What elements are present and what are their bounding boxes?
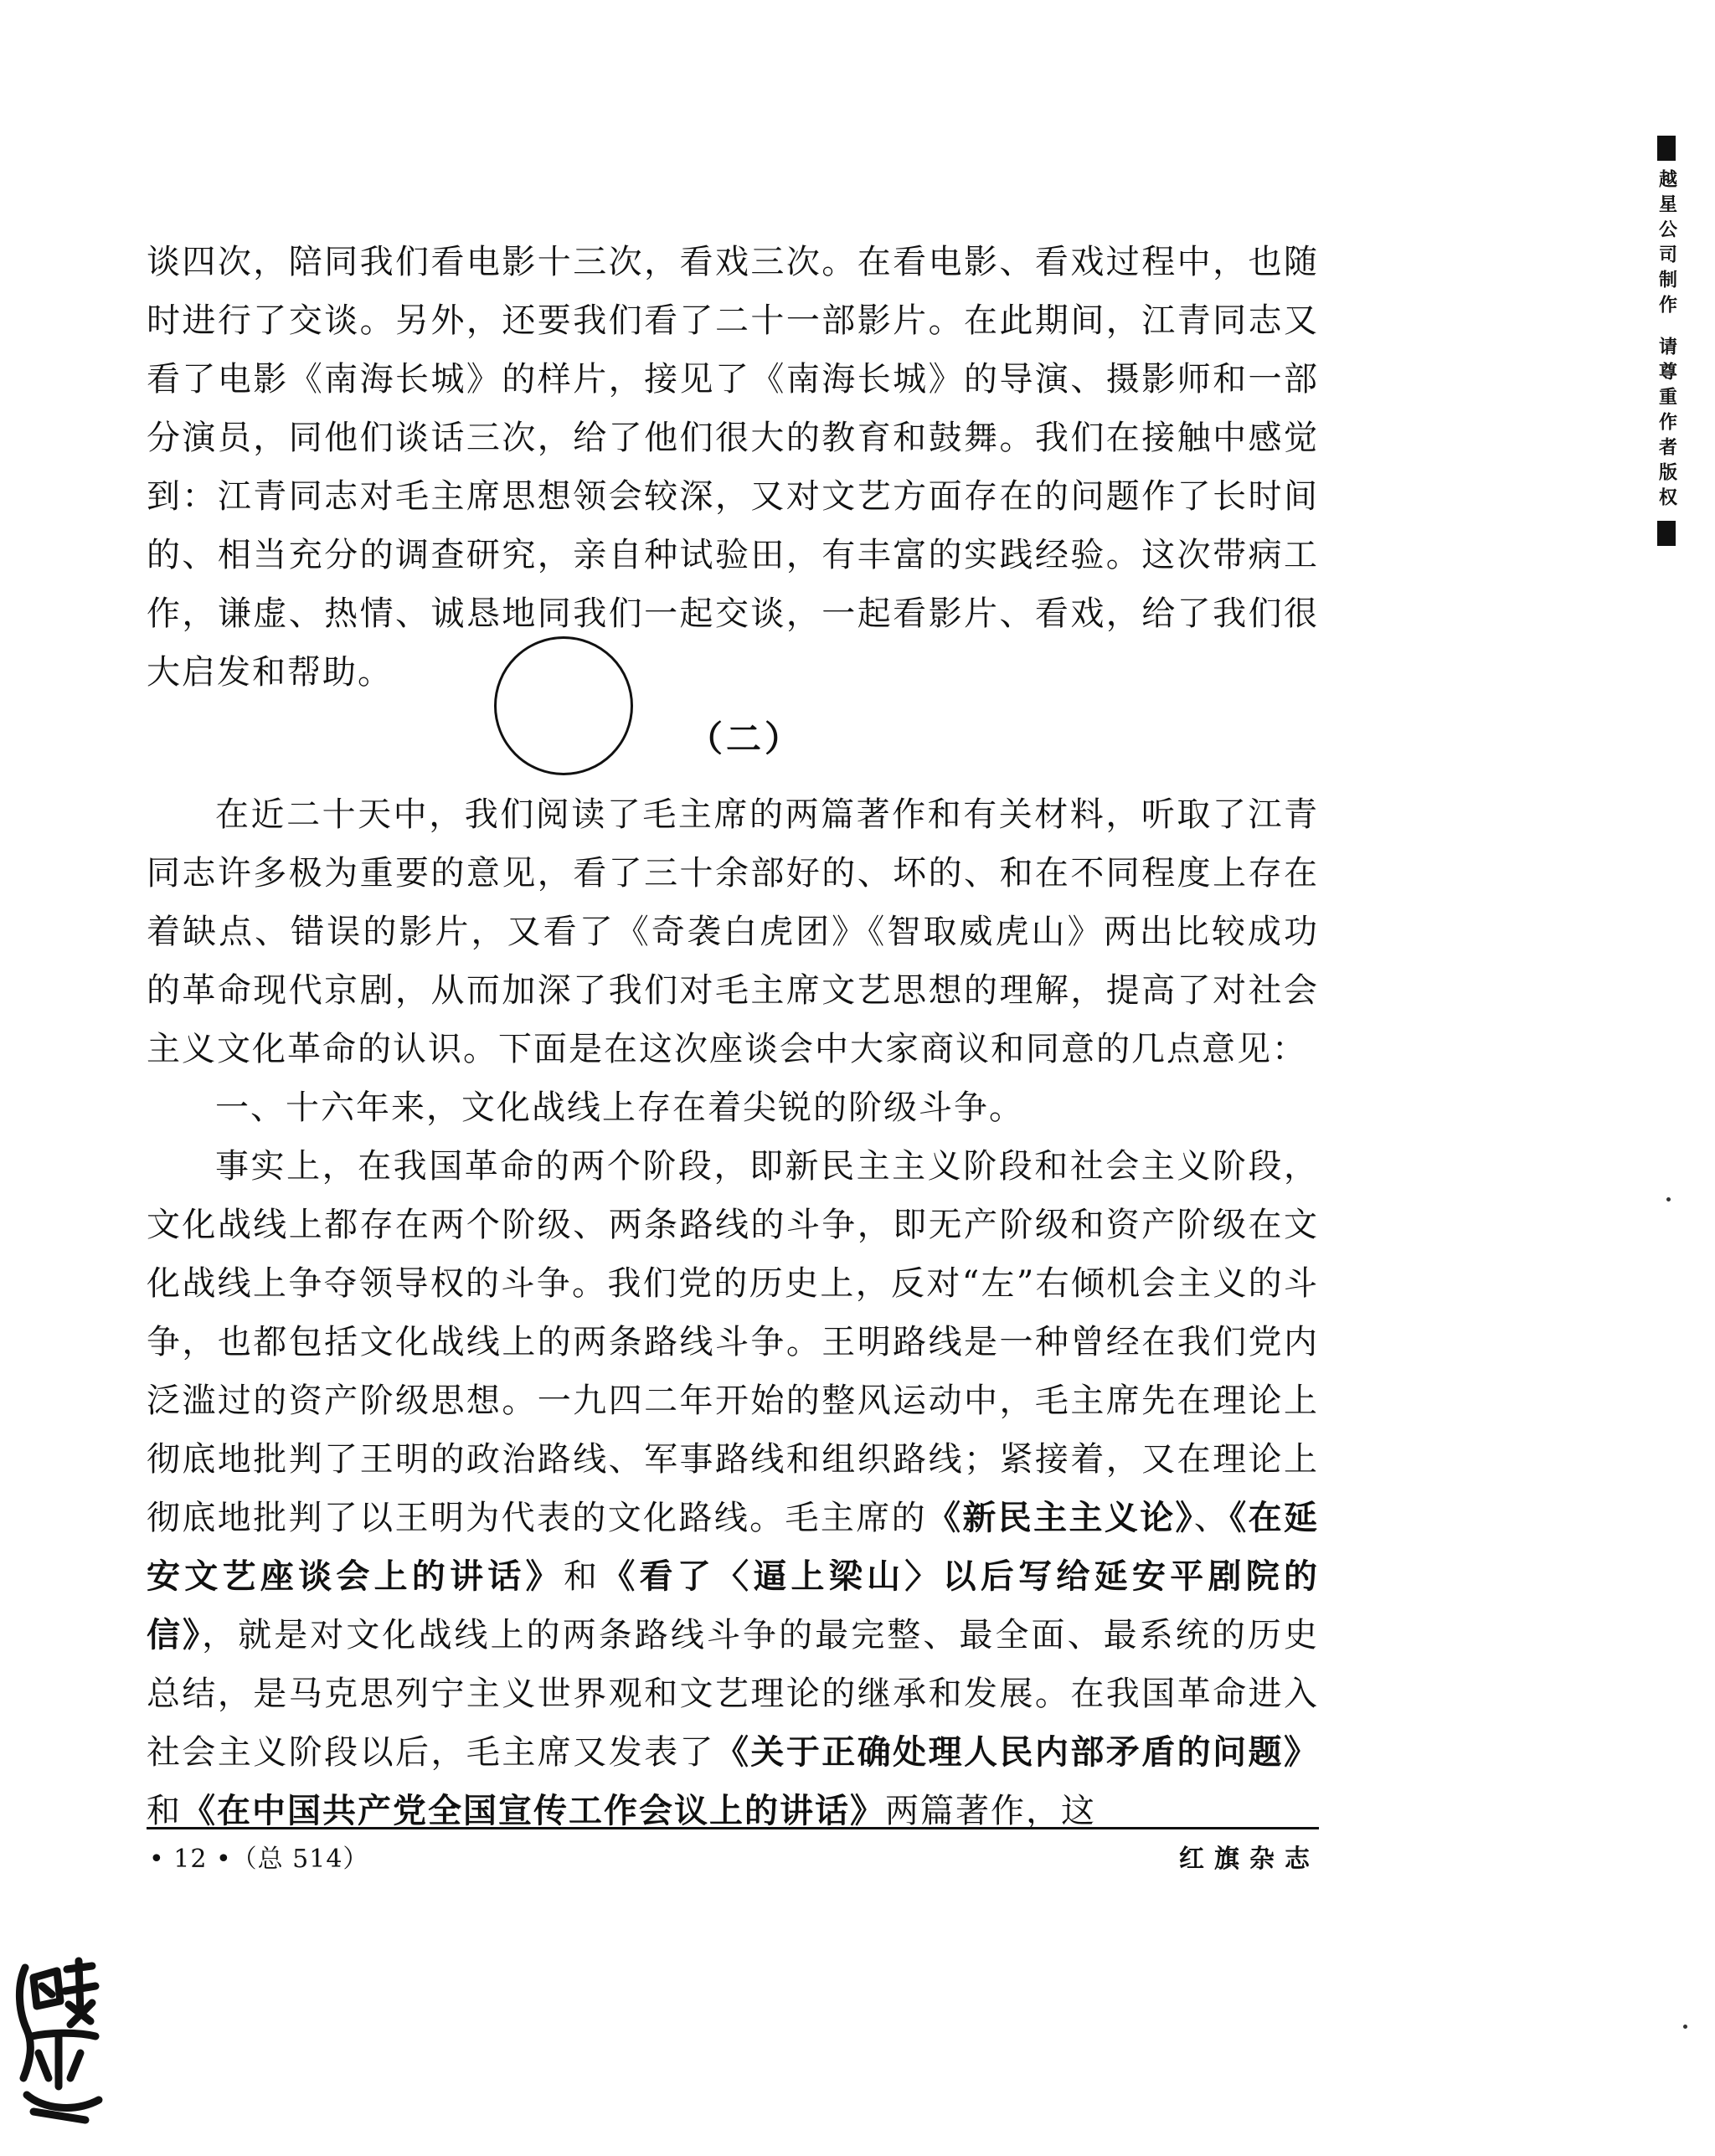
- paragraph-3-part-1: 事实上，在我国革命的两个阶段，即新民主主义阶段和社会主义阶段，文化战线上都存在两个阶级、两条路线的斗争，即无产阶级和资产阶级在文化战线上争夺领导权的斗争。我们党的历史上，反对“左”右倾机会主义的斗争，也都包括文化战线上的两条路线斗争。王明路线是一种曾经在我们党内泛滥过的资产阶级思想。一九四二年开始的整风运动中，毛主席先在理论上彻底地批判了王明的政治路线、军事路线和组织路线；紧接着，又在理论上彻底地批判了以王明为代表的文化路线。毛主席的: [147, 1147, 1319, 1537]
- top-text-block: [147, 233, 1319, 702]
- watermark-bar-top: [1657, 136, 1676, 161]
- work-title-contradictions: 《关于正确处理人民内部矛盾的问题》: [715, 1733, 1319, 1772]
- watermark-bar-bottom: [1657, 521, 1676, 546]
- paragraph-3-part-3: 两篇著作，这: [885, 1792, 1096, 1830]
- page-number: • 12 •（总 514）: [149, 1845, 369, 1874]
- work-title-letter-pingju: 《看了〈逼上梁山〉以后写给延安平剧院的信》: [147, 1557, 1320, 1654]
- point-1-heading: 一、十六年来，文化战线上存在着尖锐的阶级斗争。: [215, 1088, 1024, 1127]
- paragraph-2: 在近二十天中，我们阅读了毛主席的两篇著作和有关材料，听取了江青同志许多极为重要的意见，看了三十余部好的、坏的、和在不同程度上存在着缺点、错误的影片，又看了《奇袭白虎团》《智取威虎山》两出比较成功的革命现代京剧，从而加深了我们对毛主席文艺思想的理解，提高了对社会主义文化革命的认识。下面是在这次座谈会中大家商议和同意的几点意见：: [147, 795, 1319, 1068]
- continued-paragraph: 谈四次，陪同我们看电影十三次，看戏三次。在看电影、看戏过程中，也随时进行了交谈。另外，还要我们看了二十一部影片。在此期间，江青同志又看了电影《南海长城》的样片，接见了《南海长城》的导演、摄影师和一部分演员，同他们谈话三次，给了他们很大的教育和鼓舞。我们在接触中感觉到：江青同志对毛主席思想领会较深，又对文艺方面存在的问题作了长时间的、相当充分的调查研究，亲自种试验田，有丰富的实践经验。这次带病工作，谦虚、热情、诚恳地同我们一起交谈，一起看影片、看戏，给了我们很大启发和帮助。: [147, 243, 1319, 692]
- scan-speck: [1666, 1197, 1671, 1201]
- publication-name: 红旗杂志: [1179, 1845, 1320, 1874]
- section-heading: （二）: [687, 718, 803, 759]
- scan-speck: [1683, 2025, 1687, 2029]
- corner-seal-logo: [8, 1953, 111, 2128]
- side-watermark: [1648, 136, 1685, 546]
- paragraph-3: [147, 1137, 1319, 1840]
- separator-1: 、: [1193, 1499, 1230, 1537]
- hand-drawn-circle-mark: [494, 636, 633, 775]
- separator-3: 和: [147, 1792, 182, 1830]
- main-text-block: [147, 785, 1319, 1840]
- footer-rule: [147, 1827, 1319, 1829]
- watermark-text-2: 请尊重作者版权: [1656, 337, 1677, 512]
- watermark-text-1: 越星公司制作: [1656, 169, 1677, 320]
- work-title-new-democracy: 《新民主主义论》: [927, 1499, 1194, 1537]
- work-title-yanan-talks: 《在延安文艺座谈会上的讲话》: [147, 1499, 1320, 1596]
- paragraph-3-part-2: ，就是对文化战线上的两条路线斗争的最完整、最全面、最系统的历史总结，是马克思列宁主义世界观和文艺理论的继承和发展。在我国革命进入社会主义阶段以后，毛主席又发表了: [147, 1616, 1319, 1772]
- separator-2: 和: [563, 1557, 602, 1596]
- work-title-propaganda-talk: 《在中国共产党全国宣传工作会议上的讲话》: [182, 1792, 885, 1830]
